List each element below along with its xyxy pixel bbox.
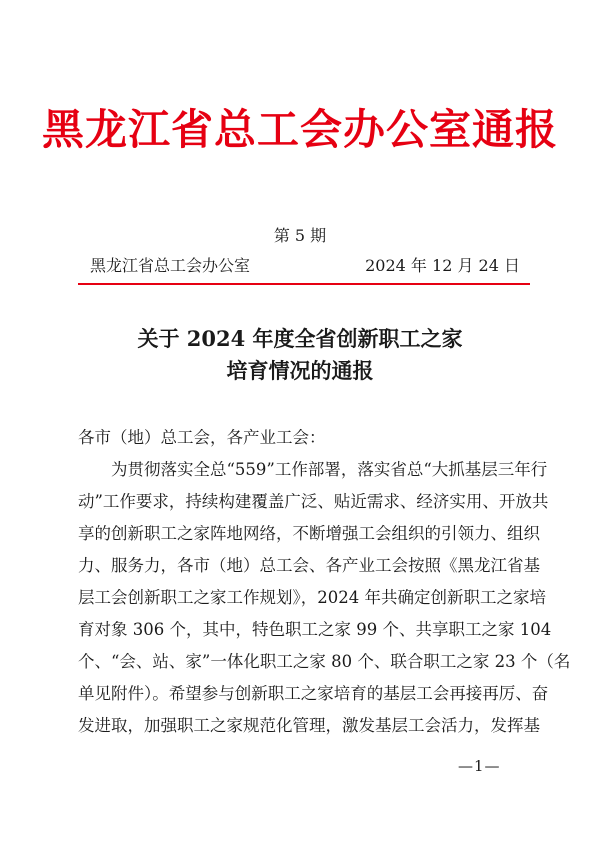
body-line: 动”工作要求，持续构建覆盖广泛、贴近需求、经济实用、开放共 (78, 492, 549, 511)
masthead-title: 黑龙江省总工会办公室通报 (41, 105, 558, 154)
body-line: 个、“会、站、家”一体化职工之家 80 个、联合职工之家 23 个（名 (78, 652, 571, 671)
body-line: 单见附件）。希望参与创新职工之家培育的基层工会再接再厉、奋 (78, 684, 549, 703)
body-line: 层工会创新职工之家工作规划》，2024 年共确定创新职工之家培 (78, 588, 546, 607)
salutation: 各市（地）总工会，各产业工会： (78, 428, 326, 447)
page-number: —1— (458, 757, 501, 775)
document-title-line-1: 关于 2024 年度全省创新职工之家 (137, 326, 463, 351)
issuer-name: 黑龙江省总工会办公室 (90, 256, 251, 275)
body-line: 为贯彻落实全总“559”工作部署，落实省总“大抓基层三年行 (111, 460, 548, 479)
body-line: 力、服务力，各市（地）总工会、各产业工会按照《黑龙江省基 (78, 556, 540, 575)
red-divider-rule (78, 283, 530, 285)
issue-date: 2024 年 12 月 24 日 (365, 256, 520, 275)
body-line: 育对象 306 个，其中，特色职工之家 99 个、共享职工之家 104 (78, 620, 552, 639)
document-title-line-2: 培育情况的通报 (226, 358, 374, 383)
body-line: 享的创新职工之家阵地网络，不断增强工会组织的引领力、组织 (78, 524, 540, 543)
body-line: 发进取，加强职工之家规范化管理，激发基层工会活力，发挥基 (78, 716, 540, 735)
issue-number: 第 5 期 (273, 226, 327, 245)
